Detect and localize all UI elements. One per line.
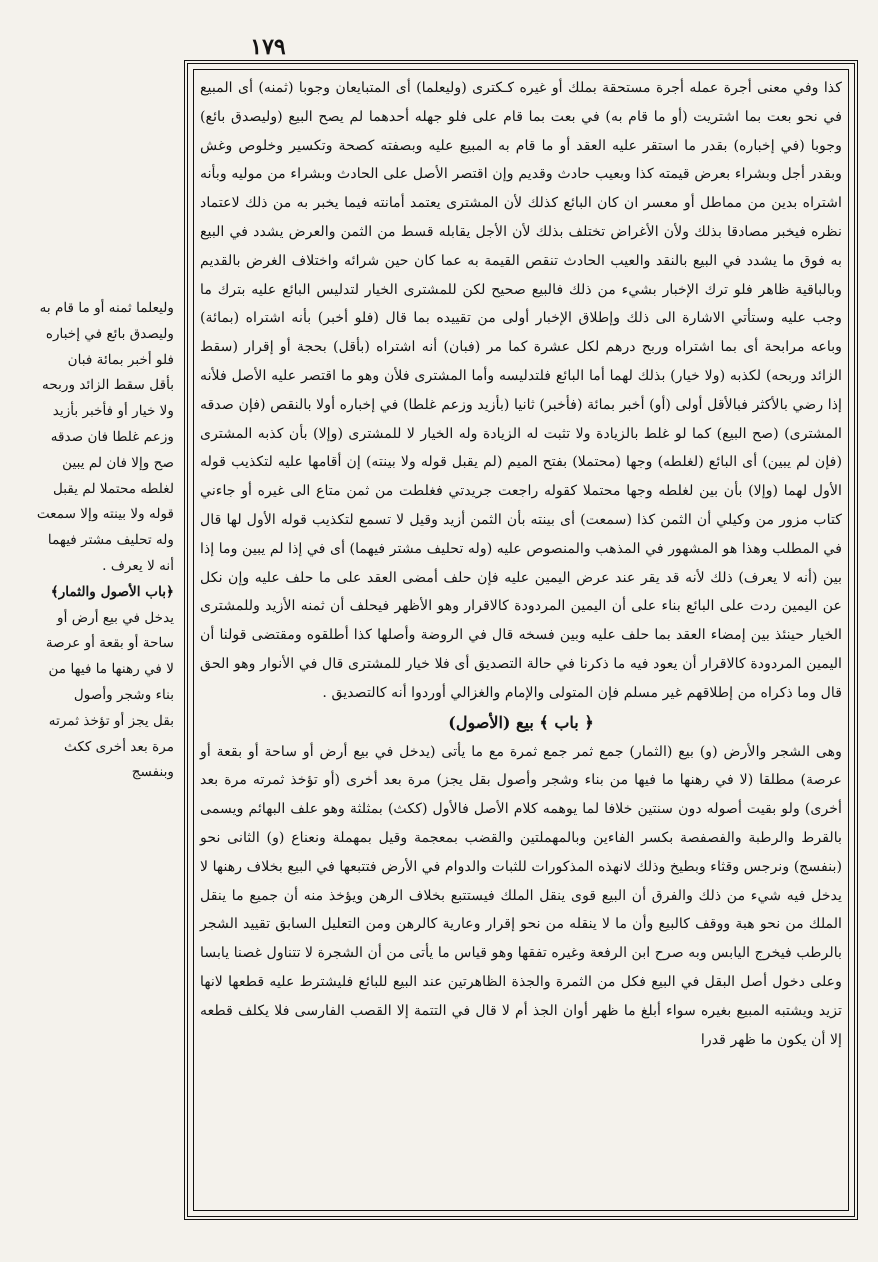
margin-line: وله تحليف مشتر فيهما (47, 532, 174, 549)
margin-line: مرة بعد أخرى ككث (64, 738, 174, 755)
margin-line: صح وإلا فان لم يبين (62, 454, 174, 471)
margin-line: وليعلما ثمنه أو ما قام به (39, 300, 174, 316)
margin-line: بقل يجز أو تؤخذ ثمرته (48, 712, 174, 729)
margin-lines-after (8, 606, 174, 787)
margin-lines (8, 296, 174, 580)
margin-line: بناء وشجر وأصول (73, 686, 174, 703)
section-title: ﴿ باب ﴾ بيع (الأصول) (448, 712, 594, 732)
margin-line: ولا خيار أو فأخبر بأزيد (52, 403, 174, 420)
margin-line: فلو أخبر بمائة فبان (67, 351, 174, 368)
main-text (200, 74, 842, 1054)
page-number: ١٧٩ (250, 34, 286, 60)
margin-line: بأقل سقط الزائد وربحه (42, 377, 174, 394)
margin-line: قوله ولا بينته وإلا سمعت (36, 506, 174, 523)
main-paragraph: وهى الشجر والأرض (و) بيع (الثمار) جمع ثمر جمع ثمرة مع ما يأتى (يدخل في بيع أرض أو ساحة أو بقعة أو عرصة) مطلقا (لا في رهنها ما فيها من بناء وشجر وأصول بقل يجز) مرة بعد أخرى (أو تؤخذ ثمرته مرة بعد أخرى) ولو بقيت أصوله دون سنتين خلافا لما يوهمه كلام الأصل فالأول (ككث) بمثلثة وهو علف البهائم ويسمى بالقرط والرطبة والفصفصة بكسر الفاءين وبالمهملتين والقضب بمعجمة وقيل بمهملة ونعناع (و) الثانى نحو (بنفسج) ونرجس وقثاء وبطيخ وذلك لانهذه المذكورات للثبات والدوام في الأرض فتتبعها في البيع بخلاف رهنها لا يدخل فيه شيء من ذلك والفرق أن البيع قوى ينقل الملك فيستتبع بخلاف الرهن ويؤخذ منه أن جميع ما ينقل الملك من نحو هبة ووقف كالبيع وأن ما لا ينقله من نحو إقرار وعارية كالرهن ومن التعليل السابق تقييد الشجر بالرطب فيخرج اليابس وبه صرح ابن الرفعة وغيره تفقها وهو قياس ما يأتى من أن الشجرة لا تتناول غصنا يابسا وعلى دخول أصل البقل في البيع فكل من الثمرة والجذة الظاهرتين عند البيع للبائع فليشترط عليه قطعها لانها تزيد ويشتبه المبيع بغيره سواء أبلغ ما ظهر أوان الجذ أم لا قال في التتمة إلا القصب الفارسى فلا يكلف قطعه إلا أن يكون ما ظهر قدرا (200, 743, 842, 1048)
margin-note (8, 296, 174, 906)
margin-heading: ﴿باب الأصول والثمار﴾ (50, 583, 174, 600)
margin-line: لا في رهنها ما فيها من (48, 661, 174, 678)
main-text-frame (184, 60, 858, 1220)
margin-line: أنه لا يعرف . (102, 557, 174, 574)
margin-line: لغلطه محتملا لم يقبل (53, 480, 174, 497)
margin-line: وبنفسج (131, 764, 174, 781)
margin-line: ساحة أو بقعة أو عرصة (45, 635, 174, 652)
margin-line: يدخل في بيع أرض أو (57, 609, 174, 626)
main-paragraph: كذا وفي معنى أجرة عمله أجرة مستحقة بملك أو غيره كـكترى (وليعلما) أى المتبايعان وجوبا (ثمنه) أى المبيع في نحو بعت بما اشتريت (أو ما قام به) في بعت بما قام على فلو جهله أحدهما لم يصح البيع (وليصدق بائع) وجوبا (في إخباره) بقدر ما استقر عليه العقد أو ما قام به المبيع عليه وبصفته كصحة وتكسير وخلوص وغش وبقدر أجل وبشراء بعرض قيمته كذا وبعيب حادث وقديم وإن اقتصر الأصل على الحادث وبشراء من موليه وبأنه اشتراه بدين من مماطل أو معسر ان كان البائع كذلك لأن المشترى يعتمد أمانته فيما يخبر به من ذلك لاعتماد نظره فيخبر مصادقا بذلك ولأن الأغراض تختلف بذلك لأن الأجل يقابله قسط من الثمن والعرض يشدد في البيع به فوق ما يشدد في البيع بالنقد والعيب الحادث تنقص القيمة به عما كان حين شرائه واختلاف الغرض بالقديم وبالباقية ظاهر فلو ترك الإخبار بشيء من ذلك فالبيع صحيح لكن للمشترى الخيار لتدليس البائع عليه بترك ما وجب عليه وستأتي الاشارة الى ذلك وإطلاق الإخبار أولى من تقييده بما قال (فلو أخبر) بأنه اشتراه (بمائة) وباعه مرابحة أى بما اشتراه وربح درهم لكل عشرة كما مر (فبان) أنه اشتراه (بأقل) بحجة أو إقرار (سقط الزائد وربحه) لكذبه (ولا خيار) بذلك لهما أما البائع فلتدليسه وأما المشترى فلأن وهو ما اقتصر عليه الأصل فلأنه إذا رضي بالأكثر فبالأقل أولى (أو) أخبر بمائة (فأخبر) ثانيا (بأزيد وزعم غلطا) في إخباره أولا بالنقص (فإن صدقه المشترى) (صح البيع) كما لو غلط بالزيادة ولا تثبت له الزيادة وله الخيار لا للمشترى (وإلا) بأن كذبه المشترى (فإن لم يبين) أى البائع (لغلطه) وجها (محتملا) بفتح الميم (لم يقبل قوله ولا بينته) إن أقامها عليه لتكذيب قوله الأول لهما (وإلا) بأن بين لغلطه وجها محتملا كقوله راجعت جريدتي فغلطت من ثمن متاع الى غيره أو جاءني كتاب مزور من وكيلي أن الثمن كذا (سمعت) أى بينته بأن الثمن أزيد وقيل لا تسمع لتكذيب قوله الأول لها قال في المطلب وهذا هو المشهور في المذهب والمنصوص عليه (وله تحليف مشتر فيهما) أى في إذا لم يبين وما إذا بين (أنه لا يعرف) ذلك لأنه قد يقر عند عرض اليمين عليه فإن حلف أمضى العقد على ما حلف عليه وإن نكل عن اليمين ردت على البائع بناء على أن اليمين المردودة كالاقرار وهو الأظهر فيحلف أن ثمنه الأزيد وللمشترى الخيار حينئذ بين إمضاء العقد بما حلف عليه وبين فسخه قال في الروضة وأصلها كذا أطلقوه ومقتضى قولنا أن اليمين المردودة كالاقرار أن يعود فيه ما ذكرنا في حالة التصديق أى فلا خيار للمشترى قال في الأنوار وهو الحق قال وما ذكراه من إطلاقهم غير مسلم فإن المتولى والإمام والغزالي أوردوا أنه كالتصديق . (200, 80, 842, 701)
margin-line: وزعم غلطا فان صدقه (50, 428, 174, 445)
margin-line: وليصدق بائع في إخباره (45, 325, 174, 342)
